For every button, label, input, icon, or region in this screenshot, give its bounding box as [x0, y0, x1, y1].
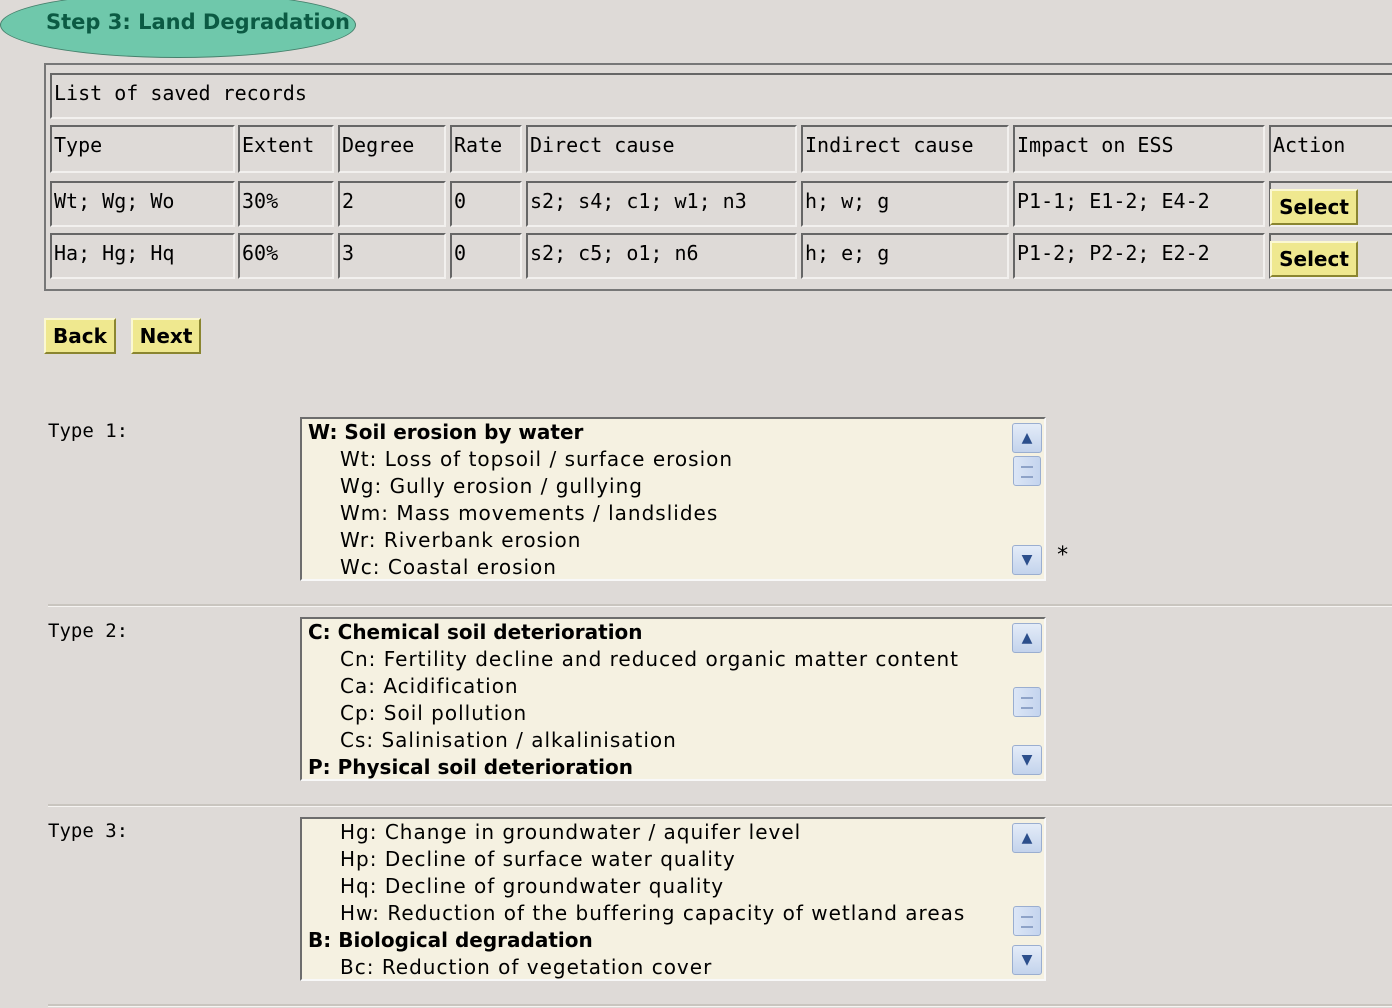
chevron-up-icon[interactable]: ▲ — [1012, 623, 1042, 653]
option-group: B: Biological degradation — [308, 928, 593, 952]
list-option[interactable]: Hg: Change in groundwater / aquifer level — [340, 820, 802, 844]
table-cell-extent: 30% — [238, 181, 334, 227]
type2-label: Type 2: — [48, 620, 129, 642]
table-cell-impact-ess: P1-2; P2-2; E2-2 — [1013, 233, 1265, 279]
type3-scrollbar[interactable] — [1010, 819, 1044, 979]
list-option[interactable]: Cn: Fertility decline and reduced organic matter content — [340, 647, 959, 671]
saved-records-table — [44, 63, 1392, 291]
scroll-thumb[interactable] — [1013, 906, 1041, 936]
col-header-extent: Extent — [238, 125, 334, 173]
table-cell-impact-ess: P1-1; E1-2; E4-2 — [1013, 181, 1265, 227]
list-option[interactable]: Cs: Salinisation / alkalinisation — [340, 728, 677, 752]
divider — [48, 1004, 1392, 1007]
chevron-up-icon[interactable]: ▲ — [1012, 423, 1042, 453]
list-option[interactable]: Hq: Decline of groundwater quality — [340, 874, 725, 898]
col-header-rate: Rate — [450, 125, 522, 173]
col-header-type: Type — [50, 125, 235, 173]
option-group: W: Soil erosion by water — [308, 420, 584, 444]
divider — [48, 804, 1392, 807]
table-cell-degree: 2 — [338, 181, 446, 227]
list-option[interactable]: Bc: Reduction of vegetation cover — [340, 955, 713, 979]
table-cell-extent: 60% — [238, 233, 334, 279]
list-option[interactable]: Wg: Gully erosion / gullying — [340, 474, 643, 498]
type2-scrollbar[interactable] — [1010, 619, 1044, 779]
type2-select[interactable] — [300, 617, 1046, 781]
next-button[interactable]: Next — [131, 318, 201, 354]
col-header-action: Action — [1269, 125, 1392, 173]
table-cell-rate: 0 — [450, 233, 522, 279]
option-group: C: Chemical soil deterioration — [308, 620, 643, 644]
select-record-button[interactable]: Select — [1270, 241, 1358, 277]
type3-select[interactable] — [300, 817, 1046, 981]
table-cell-indirect-cause: h; w; g — [801, 181, 1009, 227]
chevron-down-icon[interactable]: ▼ — [1012, 745, 1042, 775]
col-header-impact-ess: Impact on ESS — [1013, 125, 1265, 173]
list-option[interactable]: Ca: Acidification — [340, 674, 519, 698]
list-option[interactable]: Wc: Coastal erosion — [340, 555, 557, 579]
chevron-down-icon[interactable]: ▼ — [1012, 545, 1042, 575]
type1-label: Type 1: — [48, 420, 129, 442]
table-cell-type: Wt; Wg; Wo — [50, 181, 235, 227]
type1-scrollbar[interactable] — [1010, 419, 1044, 579]
back-button[interactable]: Back — [44, 318, 116, 354]
table-cell-rate: 0 — [450, 181, 522, 227]
col-header-direct-cause: Direct cause — [526, 125, 797, 173]
records-caption: List of saved records — [50, 73, 1392, 119]
list-option[interactable]: Wr: Riverbank erosion — [340, 528, 582, 552]
chevron-up-icon[interactable]: ▲ — [1012, 823, 1042, 853]
table-cell-degree: 3 — [338, 233, 446, 279]
type3-label: Type 3: — [48, 820, 129, 842]
divider — [48, 604, 1392, 607]
table-cell-direct-cause: s2; s4; c1; w1; n3 — [526, 181, 797, 227]
step-title: Step 3: Land Degradation — [46, 10, 350, 34]
list-option[interactable]: Wm: Mass movements / landslides — [340, 501, 719, 525]
select-record-button[interactable]: Select — [1270, 189, 1358, 225]
list-option[interactable]: Hw: Reduction of the buffering capacity of wetland areas — [340, 901, 966, 925]
list-option[interactable]: Wt: Loss of topsoil / surface erosion — [340, 447, 734, 471]
scroll-thumb[interactable] — [1013, 456, 1041, 486]
col-header-indirect-cause: Indirect cause — [801, 125, 1009, 173]
list-option[interactable]: Cp: Soil pollution — [340, 701, 528, 725]
chevron-down-icon[interactable]: ▼ — [1012, 945, 1042, 975]
col-header-degree: Degree — [338, 125, 446, 173]
required-marker: * — [1056, 543, 1070, 568]
table-cell-indirect-cause: h; e; g — [801, 233, 1009, 279]
list-option[interactable]: Hp: Decline of surface water quality — [340, 847, 736, 871]
table-cell-type: Ha; Hg; Hq — [50, 233, 235, 279]
option-group: P: Physical soil deterioration — [308, 755, 634, 779]
table-cell-direct-cause: s2; c5; o1; n6 — [526, 233, 797, 279]
type1-select[interactable] — [300, 417, 1046, 581]
scroll-thumb[interactable] — [1013, 687, 1041, 717]
